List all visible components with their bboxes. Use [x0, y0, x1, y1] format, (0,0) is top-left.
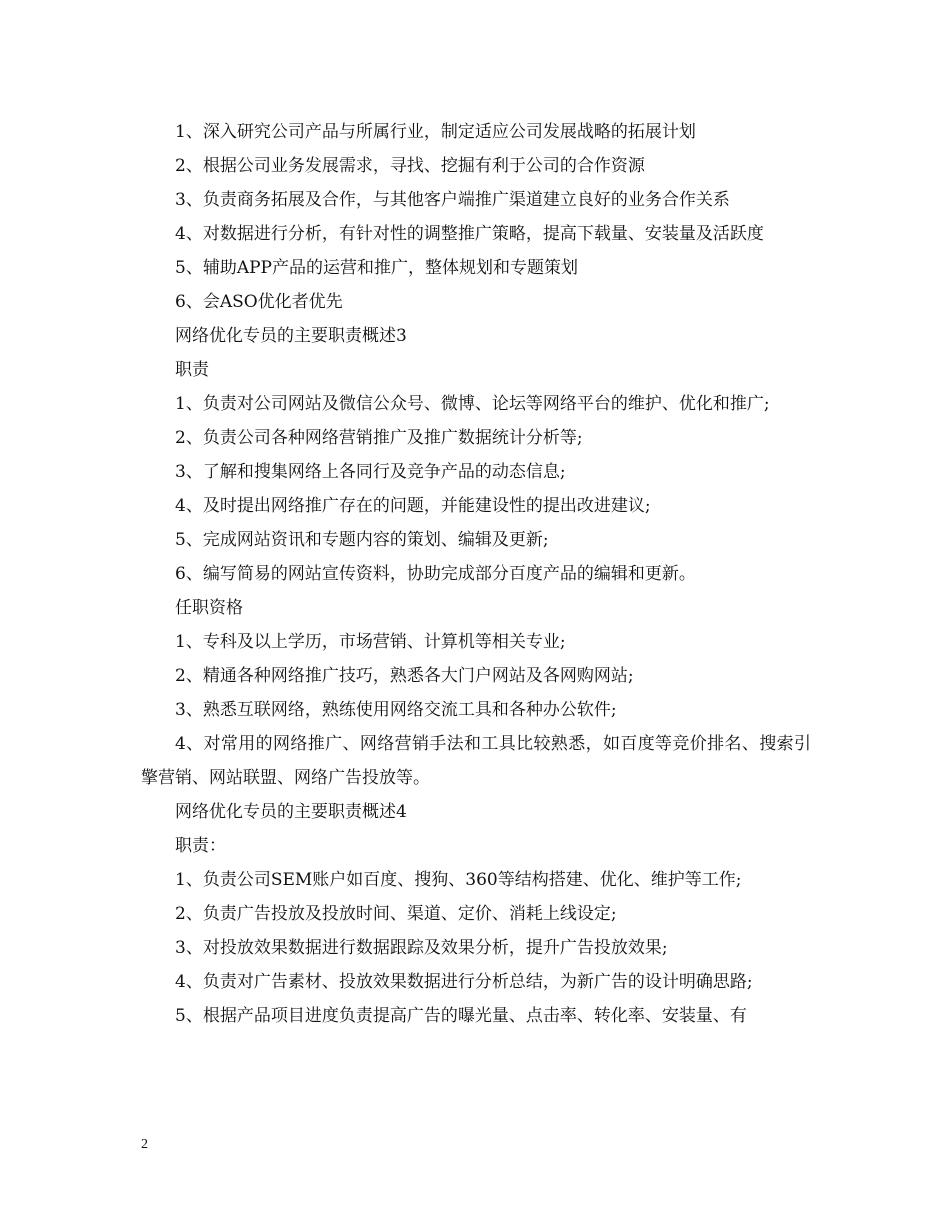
paragraph: 4、负责对广告素材、投放效果数据进行分析总结，为新广告的设计明确思路; [175, 972, 753, 992]
paragraph: 5、根据产品项目进度负责提高广告的曝光量、点击率、转化率、安装量、有 [175, 1006, 747, 1026]
paragraph: 2、负责公司各种网络营销推广及推广数据统计分析等; [175, 428, 583, 448]
paragraph: 2、负责广告投放及投放时间、渠道、定价、消耗上线设定; [175, 904, 617, 924]
paragraph: 4、对数据进行分析，有针对性的调整推广策略，提高下载量、安装量及活跃度 [175, 224, 764, 244]
paragraph: 3、了解和搜集网络上各同行及竞争产品的动态信息; [175, 462, 566, 482]
paragraph: 5、辅助APP产品的运营和推广，整体规划和专题策划 [175, 258, 578, 278]
paragraph: 1、深入研究公司产品与所属行业，制定适应公司发展战略的拓展计划 [175, 122, 696, 142]
paragraph: 2、精通各种网络推广技巧，熟悉各大门户网站及各网购网站; [175, 666, 634, 686]
document-body [141, 115, 811, 1033]
paragraph: 6、会ASO优化者优先 [175, 292, 343, 312]
section-heading: 网络优化专员的主要职责概述4 [175, 802, 407, 822]
paragraph: 1、专科及以上学历，市场营销、计算机等相关专业; [175, 632, 566, 652]
paragraph: 1、负责对公司网站及微信公众号、微博、论坛等网络平台的维护、优化和推广; [175, 394, 770, 414]
paragraph: 3、对投放效果数据进行数据跟踪及效果分析，提升广告投放效果; [175, 938, 668, 958]
paragraph: 1、负责公司SEM账户如百度、搜狗、360等结构搭建、优化、维护等工作; [175, 870, 742, 890]
subsection-heading: 职责 [175, 360, 209, 380]
paragraph: 6、编写简易的网站宣传资料，协助完成部分百度产品的编辑和更新。 [175, 564, 696, 584]
section-heading: 网络优化专员的主要职责概述3 [175, 326, 407, 346]
paragraph: 4、及时提出网络推广存在的问题，并能建设性的提出改进建议; [175, 496, 651, 516]
subsection-heading: 职责： [175, 836, 226, 856]
paragraph: 4、对常用的网络推广、网络营销手法和工具比较熟悉，如百度等竞价排名、搜索引擎营销、网站联盟、网络广告投放等。 [141, 734, 811, 788]
paragraph: 2、根据公司业务发展需求，寻找、挖掘有利于公司的合作资源 [175, 156, 645, 176]
subsection-heading: 任职资格 [175, 598, 243, 618]
paragraph: 3、负责商务拓展及合作，与其他客户端推广渠道建立良好的业务合作关系 [175, 190, 730, 210]
page-number: 2 [141, 1137, 148, 1152]
paragraph: 3、熟悉互联网络，熟练使用网络交流工具和各种办公软件; [175, 700, 617, 720]
paragraph: 5、完成网站资讯和专题内容的策划、编辑及更新; [175, 530, 549, 550]
